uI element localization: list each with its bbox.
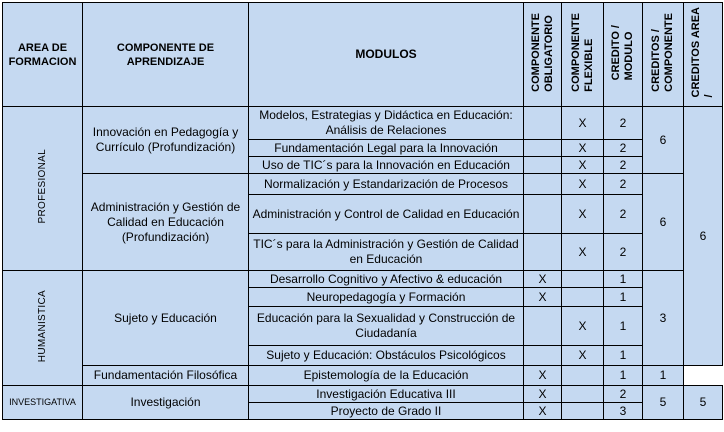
header-creditos-componente-cell [643,3,684,107]
modulo-flexible: X [562,140,604,157]
modulo-flexible [562,403,604,420]
modulo-obligatorio: X [524,403,562,420]
header-componente: COMPONENTE DE APRENDIZAJE [83,3,249,107]
componente-administracion: Administración y Gestión de Calidad en Educación (Profundización) [83,174,249,271]
modulo-name: Sujeto y Educación: Obstáculos Psicológicos [249,346,524,366]
table-row [3,174,723,195]
modulo-flexible [562,288,604,307]
modulo-obligatorio [524,234,562,271]
modulo-name: Normalización y Estandarización de Procesos [249,174,524,195]
table-row [3,366,723,386]
header-credito-modulo: CREDITO / MODULO [610,24,635,81]
modulo-name: Modelos, Estrategias y Didáctica en Educación: Análisis de Relaciones [249,107,524,140]
modulo-credito: 2 [604,107,643,140]
modulo-obligatorio [524,307,562,346]
area-humanistica-cell [3,271,83,386]
modulo-credito: 2 [604,140,643,157]
modulo-name: Fundamentación Legal para la Innovación [249,140,524,157]
header-obligatorio: COMPONENTE OBLIGATORIO [529,13,555,92]
modulo-name: Administración y Control de Calidad en Educación [249,195,524,234]
table-row [3,107,723,140]
header-creditos-area-cell [684,3,723,107]
area-profesional-cell [3,107,83,271]
header-creditos-componente: CREDITOS / COMPONENTE [650,13,675,92]
area-humanistica: HUMANISTICA [37,289,48,363]
area-profesional: PROFESIONAL [37,149,48,224]
modulo-credito: 2 [604,234,643,271]
header-obligatorio-cell [524,3,562,107]
modulo-credito: 3 [604,403,643,420]
modulo-obligatorio [524,195,562,234]
modulo-name: Epistemología de la Educación [249,366,524,386]
header-creditos-area: CREDITOS AREA / [690,7,715,98]
creditos-area-investigativa: 5 [684,386,723,420]
modulo-flexible: X [562,307,604,346]
modulo-name: Neuropedagogía y Formación [249,288,524,307]
modulo-name: Investigación Educativa III [249,386,524,403]
modulo-obligatorio: X [524,386,562,403]
modulo-obligatorio [524,140,562,157]
header-flexible: COMPONENTE FLEXIBLE [569,13,595,92]
modulo-flexible: X [562,157,604,174]
modulo-obligatorio: X [524,288,562,307]
header-flexible-cell [562,3,604,107]
modulo-obligatorio [524,157,562,174]
creditos-componente-sujeto: 3 [643,271,684,366]
componente-investigacion: Investigación [83,386,249,420]
modulo-obligatorio: X [524,271,562,288]
modulo-credito: 1 [604,271,643,288]
modulo-credito: 2 [604,386,643,403]
modulo-credito: 2 [604,195,643,234]
modulo-credito: 1 [604,288,643,307]
header-area: AREA DE FORMACION [3,3,83,107]
modulo-obligatorio [524,107,562,140]
modulo-obligatorio: X [524,366,562,386]
modulo-name: Desarrollo Cognitivo y Afectivo & educación [249,271,524,288]
modulo-name: Educación para la Sexualidad y Construcción de Ciudadanía [249,307,524,346]
componente-fundamentacion: Fundamentación Filosófica [83,366,249,386]
creditos-componente-investigacion: 5 [643,386,684,420]
modulo-name: Uso de TIC´s para la Innovación en Educación [249,157,524,174]
table-row [3,386,723,403]
modulo-flexible: X [562,195,604,234]
modulo-name: Proyecto de Grado II [249,403,524,420]
creditos-componente-administracion: 6 [643,174,684,271]
table-row [3,271,723,288]
modulo-credito: 2 [604,157,643,174]
modulo-flexible: X [562,234,604,271]
creditos-componente-innovacion: 6 [643,107,684,174]
modulo-obligatorio [524,346,562,366]
area-investigativa: INVESTIGATIVA [3,386,83,420]
modulo-flexible [562,386,604,403]
modulo-credito: 2 [604,174,643,195]
modulo-flexible [562,271,604,288]
modulo-credito: 1 [604,346,643,366]
modulo-credito: 1 [604,307,643,346]
header-credito-modulo-cell [604,3,643,107]
curriculum-table [2,2,723,420]
modulo-credito: 1 [604,366,643,386]
modulo-flexible: X [562,107,604,140]
creditos-componente-fundamentacion: 1 [643,366,684,386]
modulo-name: TIC´s para la Administración y Gestión de Calidad en Educación [249,234,524,271]
header-row [3,3,723,107]
componente-sujeto: Sujeto y Educación [83,271,249,366]
header-modulos: MODULOS [249,3,524,107]
modulo-flexible [562,366,604,386]
modulo-obligatorio [524,174,562,195]
modulo-flexible: X [562,346,604,366]
creditos-area-profesional: 6 [684,107,723,366]
componente-innovacion: Innovación en Pedagogía y Currículo (Profundización) [83,107,249,174]
modulo-flexible: X [562,174,604,195]
